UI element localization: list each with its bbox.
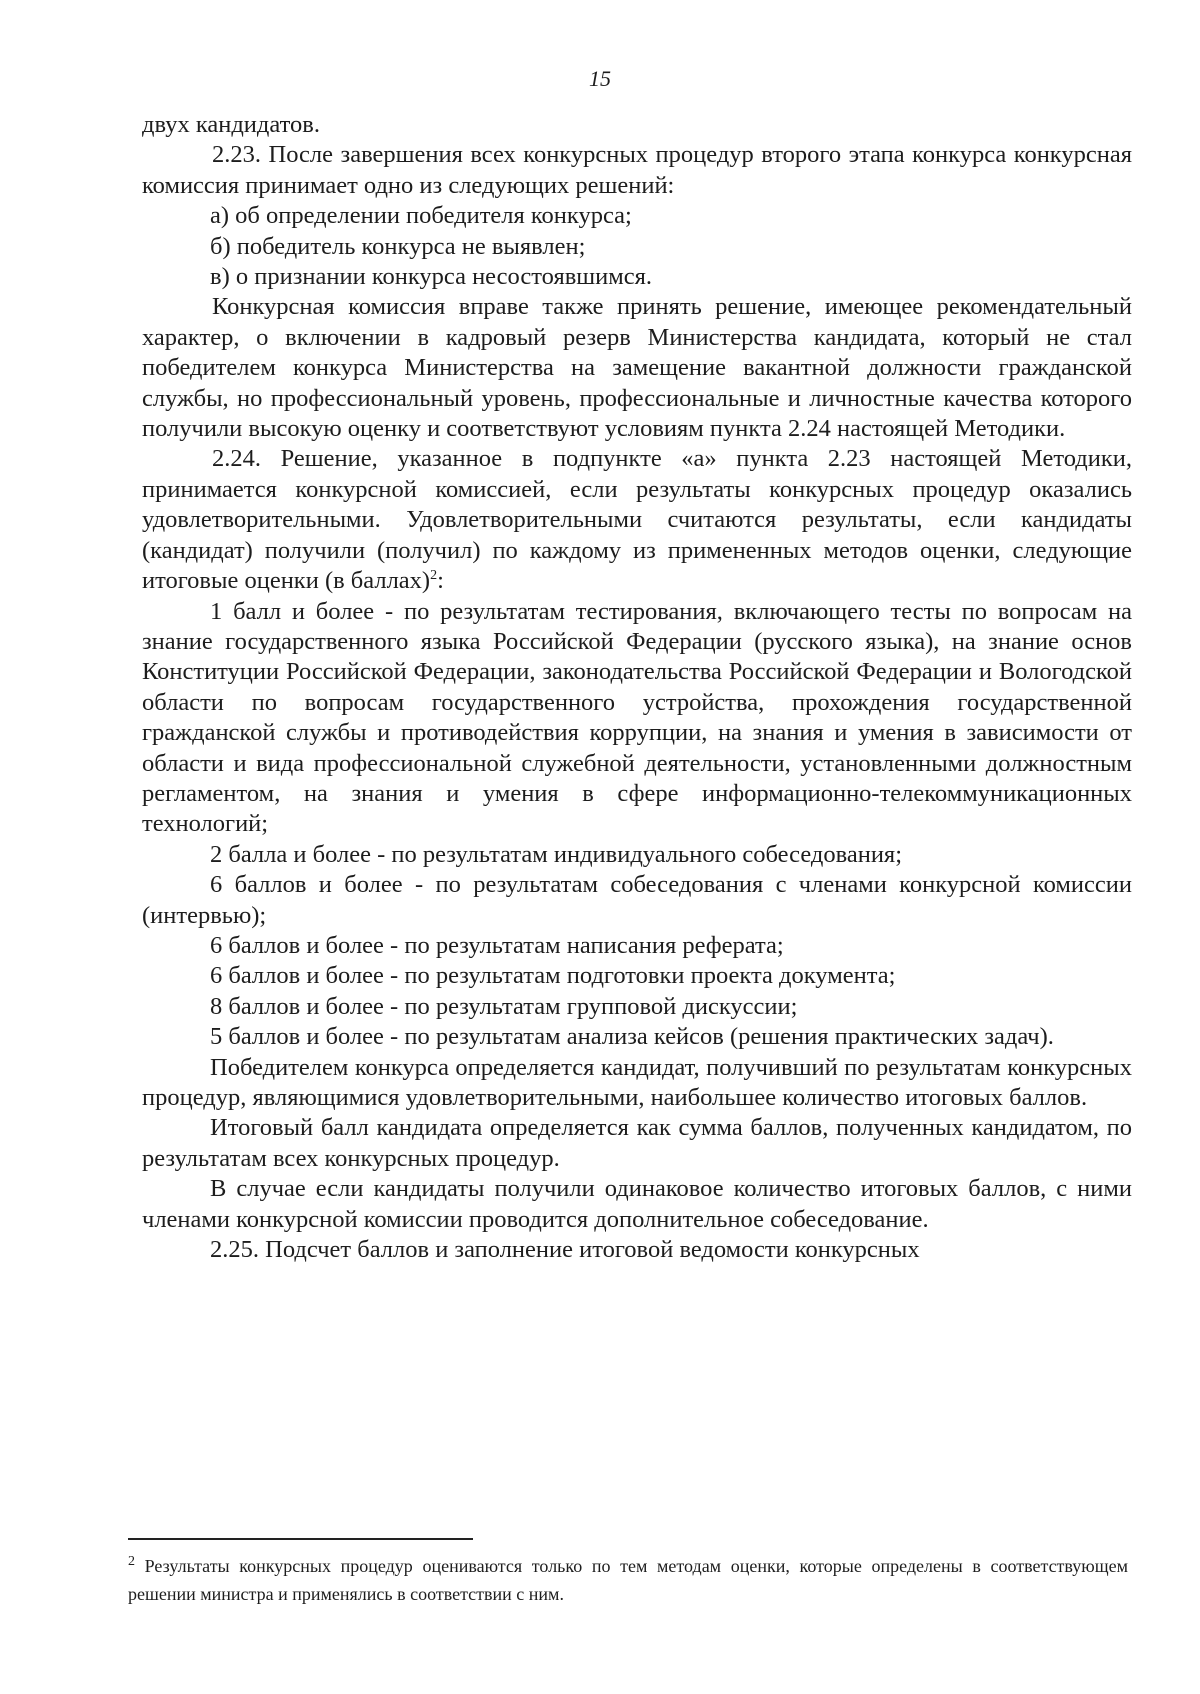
paragraph <box>142 444 1132 596</box>
list-item: 8 баллов и более - по результатам групповой дискуссии; <box>210 992 798 1020</box>
paragraph: Победителем конкурса определяется кандидат, получивший по результатам конкурсных процедур, являющимися удовлетворительными, наибольшее количество итоговых баллов. <box>142 1053 1132 1111</box>
paragraph: 2.25. Подсчет баллов и заполнение итоговой ведомости конкурсных <box>210 1236 920 1264</box>
list-item: а) об определении победителя конкурса; <box>210 202 632 230</box>
list-item: б) победитель конкурса не выявлен; <box>210 232 586 260</box>
body-text <box>142 110 1132 1265</box>
list-item: 5 баллов и более - по результатам анализа кейсов (решения практических задач). <box>210 1023 1054 1051</box>
paragraph: В случае если кандидаты получили одинаковое количество итоговых баллов, с ними членами конкурсной комиссии проводится дополнительное собеседование. <box>142 1175 1132 1233</box>
list-item: 6 баллов и более - по результатам собеседования с членами конкурсной комиссии (интервью); <box>142 871 1132 929</box>
page-number: 15 <box>589 66 611 91</box>
list-item: 6 баллов и более - по результатам написания реферата; <box>210 931 784 959</box>
paragraph: Итоговый балл кандидата определяется как сумма баллов, полученных кандидатом, по результатам всех конкурсных процедур. <box>142 1114 1132 1172</box>
footnote-marker: 2 <box>128 1554 135 1569</box>
list-item: 2 балла и более - по результатам индивидуального собеседования; <box>210 840 903 868</box>
footnote-body: Результаты конкурсных процедур оцениваются только по тем методам оценки, которые определены в соответствующем решении министра и применялись в соответствии с ним. <box>128 1556 1128 1604</box>
paragraph: двух кандидатов. <box>142 111 320 138</box>
paragraph: Конкурсная комиссия вправе также принять решение, имеющее рекомендательный характер, о включении в кадровый резерв Министерства кандидата, который не стал победителем конкурса Министерства на замещение вакантной должности гражданской службы, но профессиональный уровень, профессиональные и личностные качества которого получили высокую оценку и соответствуют условиям пункта 2.24 настоящей Методики. <box>142 293 1132 443</box>
footnote <box>128 1552 1128 1608</box>
colon: : <box>437 567 444 595</box>
paragraph: 2.23. После завершения всех конкурсных процедур второго этапа конкурса конкурсная комиссия принимает одно из следующих решений: <box>142 141 1132 199</box>
paragraph-text: 2.24. Решение, указанное в подпункте «а» пункта 2.23 настоящей Методики, принимается конкурсной комиссией, если результаты конкурсных процедур оказались удовлетворительными. Удовлетворительными считаются результаты, если кандидаты (кандидат) получили (получил) по каждому из примененных методов оценки, следующие итоговые оценки (в баллах) <box>142 445 1132 595</box>
list-item: 6 баллов и более - по результатам подготовки проекта документа; <box>210 962 896 990</box>
footnote-reference[interactable]: 2 <box>430 567 438 583</box>
paragraph: 1 балл и более - по результатам тестирования, включающего тесты по вопросам на знание государственного языка Российской Федерации (русского языка), на знание основ Конституции Российской Федерации, законодательства Российской Федерации и Вологодской области по вопросам государственного устройства, прохождения государственной гражданской службы и противодействия коррупции, на знания и умения в зависимости от области и вида профессиональной служебной деятельности, установленными должностным регламентом, на знания и умения в сфере информационно-телекоммуникационных технологий; <box>142 597 1132 838</box>
footnote-text <box>128 1552 1128 1608</box>
list-item: в) о признании конкурса несостоявшимся. <box>210 263 653 291</box>
footnote-divider <box>128 1538 473 1540</box>
